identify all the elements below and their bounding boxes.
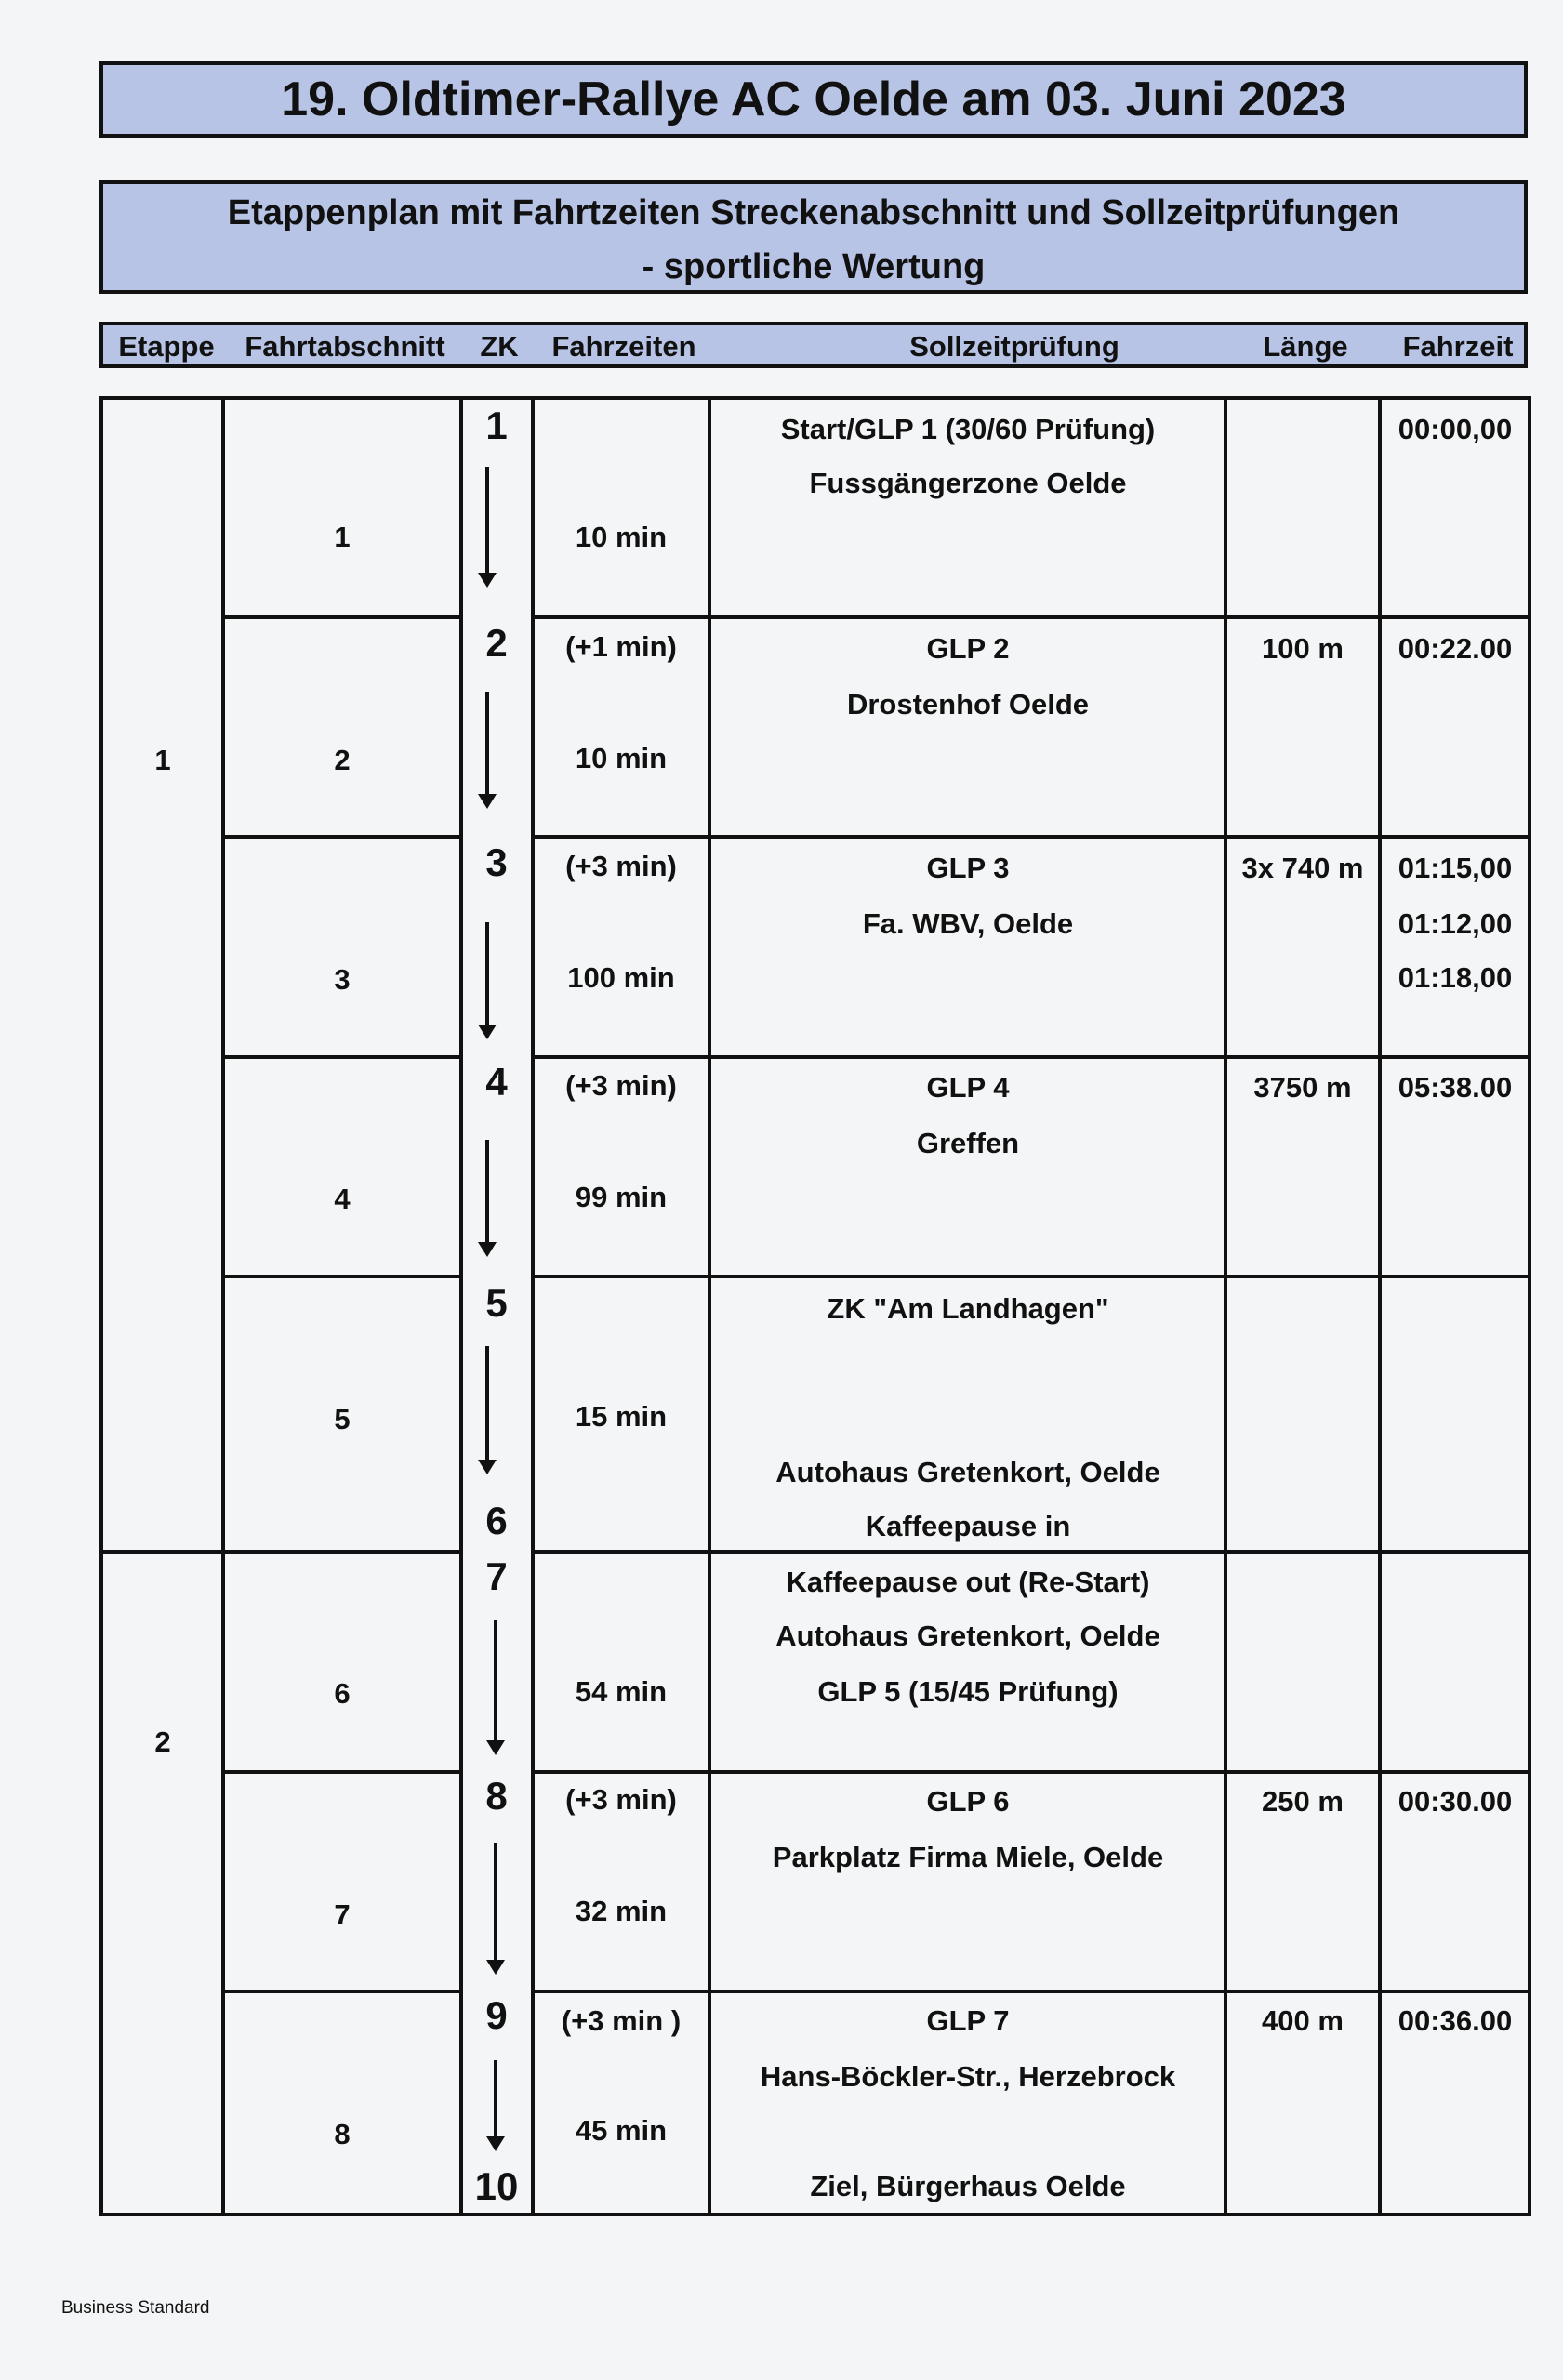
fahrzeit-wert-2: 00:22.00 [1397, 632, 1513, 665]
fahrzeit-wert-8: 00:36.00 [1397, 2004, 1513, 2037]
pruefung-5-pause: Kaffeepause in [865, 1510, 1071, 1542]
header-fahrtabschnitt: Fahrtabschnitt [245, 330, 445, 363]
grid-line [531, 1770, 1531, 1774]
pruefung-8-ziel: Ziel, Bürgerhaus Oelde [810, 2170, 1126, 2202]
pruefung-1-ort: Fussgängerzone Oelde [809, 467, 1127, 499]
fahrzeit-7: 32 min [575, 1895, 668, 1927]
abschnitt-6: 6 [334, 1677, 351, 1710]
down-arrow-icon [494, 1843, 497, 1962]
zk-6: 6 [485, 1499, 508, 1542]
header-etappe: Etappe [118, 330, 215, 363]
grid-line [531, 1055, 1531, 1059]
fahrzeit-wert-7: 00:30.00 [1397, 1785, 1513, 1818]
page-title: 19. Oldtimer-Rallye AC Oelde am 03. Juni 2023 [99, 61, 1528, 138]
pruefung-7-ort: Parkplatz Firma Miele, Oelde [772, 1841, 1164, 1873]
footer-note: Business Standard [61, 2298, 210, 2318]
header-zk: ZK [480, 330, 519, 363]
down-arrow-icon [485, 692, 489, 796]
down-arrow-icon [485, 1346, 489, 1461]
pruefung-4-ort: Greffen [916, 1127, 1020, 1159]
grid-line [99, 396, 103, 2216]
grid-line [531, 396, 535, 2216]
abschnitt-8: 8 [334, 2118, 351, 2150]
abschnitt-3: 3 [334, 963, 351, 996]
stage-table [99, 396, 1531, 2216]
pruefung-2-title: GLP 2 [926, 632, 1010, 665]
zuschlag-4: (+3 min) [565, 1069, 677, 1102]
grid-line [531, 1275, 1531, 1278]
header-fahrzeiten: Fahrzeiten [551, 330, 696, 363]
grid-line [221, 1770, 459, 1774]
fahrzeit-4: 99 min [575, 1181, 668, 1213]
fahrzeit-5: 15 min [575, 1400, 668, 1433]
pruefung-5-ort: Autohaus Gretenkort, Oelde [775, 1456, 1160, 1488]
fahrzeit-8: 45 min [575, 2114, 668, 2147]
laenge-8: 400 m [1262, 2004, 1344, 2037]
pruefung-6-glp: GLP 5 (15/45 Prüfung) [817, 1675, 1119, 1708]
zk-7: 7 [485, 1554, 508, 1598]
zk-3: 3 [485, 840, 508, 884]
grid-line [221, 1990, 459, 1993]
pruefung-3-title: GLP 3 [926, 852, 1010, 884]
abschnitt-5: 5 [334, 1403, 351, 1435]
grid-line [1378, 396, 1382, 2216]
abschnitt-1: 1 [334, 521, 351, 553]
zuschlag-8: (+3 min ) [561, 2004, 682, 2037]
grid-line [221, 396, 225, 2216]
grid-line [221, 615, 459, 619]
laenge-2: 100 m [1262, 632, 1344, 665]
fahrzeit-1: 10 min [575, 521, 668, 553]
laenge-4: 3750 m [1253, 1071, 1352, 1104]
zk-2: 2 [485, 621, 508, 665]
grid-line [708, 396, 711, 2216]
down-arrow-icon [485, 467, 489, 575]
grid-line [221, 835, 459, 839]
down-arrow-icon [494, 1620, 497, 1742]
laenge-7: 250 m [1262, 1785, 1344, 1818]
grid-line [221, 1275, 459, 1278]
fahrzeit-2: 10 min [575, 742, 668, 774]
down-arrow-icon [485, 922, 489, 1026]
subtitle-box [99, 180, 1528, 294]
zuschlag-3: (+3 min) [565, 850, 677, 882]
pruefung-1-title: Start/GLP 1 (30/60 Prüfung) [780, 413, 1156, 445]
etappe-1: 1 [154, 744, 171, 776]
fahrzeit-wert-3b: 01:12,00 [1397, 907, 1513, 940]
fahrzeit-wert-1: 00:00,00 [1397, 413, 1513, 445]
pruefung-6-title: Kaffeepause out (Re-Start) [786, 1566, 1150, 1598]
fahrzeit-wert-3c: 01:18,00 [1397, 961, 1513, 994]
zk-8: 8 [485, 1774, 508, 1818]
pruefung-4-title: GLP 4 [926, 1071, 1010, 1104]
down-arrow-icon [485, 1140, 489, 1244]
zk-10: 10 [474, 2164, 519, 2208]
zuschlag-2: (+1 min) [565, 630, 677, 663]
laenge-3: 3x 740 m [1241, 852, 1364, 884]
pruefung-2-ort: Drostenhof Oelde [846, 688, 1090, 721]
zuschlag-7: (+3 min) [565, 1783, 677, 1816]
down-arrow-icon [494, 2060, 497, 2138]
fahrzeit-3: 100 min [567, 961, 675, 994]
grid-line [1528, 396, 1531, 2216]
pruefung-6-ort: Autohaus Gretenkort, Oelde [775, 1620, 1160, 1652]
zk-9: 9 [485, 1993, 508, 2037]
grid-line [221, 1055, 459, 1059]
zk-4: 4 [485, 1060, 508, 1104]
header-fahrzeit: Fahrzeit [1402, 330, 1514, 363]
grid-line [531, 1550, 1531, 1554]
table-header [99, 322, 1528, 368]
pruefung-7-title: GLP 6 [926, 1785, 1010, 1818]
grid-line [531, 1990, 1531, 1993]
etappe-2: 2 [154, 1726, 171, 1758]
fahrzeit-wert-3a: 01:15,00 [1397, 852, 1513, 884]
pruefung-8-ort: Hans-Böckler-Str., Herzebrock [760, 2060, 1176, 2093]
header-sollzeitpruefung: Sollzeitprüfung [909, 330, 1119, 363]
grid-line [99, 396, 1531, 400]
subtitle-line-1: Etappenplan mit Fahrtzeiten Streckenabschnitt und Sollzeitprüfungen [227, 193, 1400, 232]
pruefung-8-title: GLP 7 [926, 2004, 1010, 2037]
grid-line [531, 615, 1531, 619]
abschnitt-4: 4 [334, 1183, 351, 1215]
grid-line [531, 835, 1531, 839]
header-laenge: Länge [1263, 330, 1348, 363]
grid-line [99, 2213, 1531, 2216]
abschnitt-7: 7 [334, 1898, 351, 1931]
grid-line [1224, 396, 1227, 2216]
fahrzeit-wert-4: 05:38.00 [1397, 1071, 1513, 1104]
grid-line [459, 396, 463, 2216]
zk-1: 1 [485, 403, 508, 447]
fahrzeit-6: 54 min [575, 1675, 668, 1708]
zk-5: 5 [485, 1281, 508, 1325]
pruefung-5-title: ZK "Am Landhagen" [827, 1292, 1109, 1325]
pruefung-3-ort: Fa. WBV, Oelde [862, 907, 1074, 940]
abschnitt-2: 2 [334, 744, 351, 776]
grid-line [99, 1550, 459, 1554]
subtitle-line-2: - sportliche Wertung [642, 247, 986, 286]
